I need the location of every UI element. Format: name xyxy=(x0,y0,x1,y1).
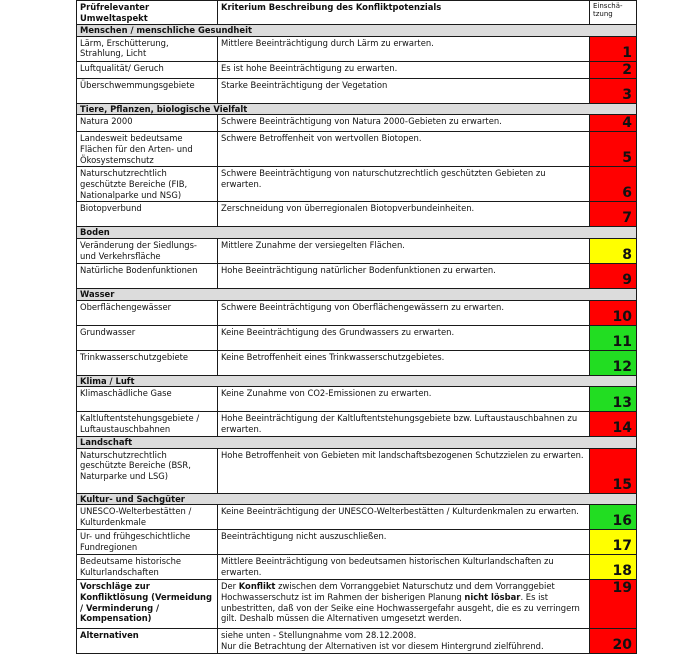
aspect-cell: Überschwemmungsgebiete xyxy=(77,78,218,103)
criterion-cell: Keine Beeinträchtigung der UNESCO-Welterbestätten / Kulturdenkmalen zu erwarten. xyxy=(218,505,590,530)
aspect-cell: UNESCO-Welterbestätten / Kulturdenkmale xyxy=(77,505,218,530)
score-cell: 11 xyxy=(590,325,637,350)
table-row xyxy=(77,61,637,78)
criterion-cell: Starke Beeinträchtigung der Vegetation xyxy=(218,78,590,103)
table-row xyxy=(77,36,637,61)
score-cell: 13 xyxy=(590,387,637,412)
header-criterion: Kriterium Beschreibung des Konfliktpotenzials xyxy=(218,1,590,25)
vorschlaege-text-bold-2: nicht lösbar xyxy=(464,591,521,602)
aspect-cell: Natürliche Bodenfunktionen xyxy=(77,263,218,288)
table-row xyxy=(77,530,637,555)
score-cell: 1 xyxy=(590,36,637,61)
table-row xyxy=(77,448,637,493)
table-row xyxy=(77,350,637,375)
category-title: Tiere, Pflanzen, biologische Vielfalt xyxy=(77,103,637,115)
vorschlaege-text-2: zwischen dem Vorranggebiet Naturschutz und dem Vorranggebiet Hochwasserschutz ist im Rahmen der bisherigen Planung xyxy=(221,581,555,602)
score-cell: 8 xyxy=(590,238,637,263)
score-cell: 9 xyxy=(590,263,637,288)
alternativen-line-2: Nur die Betrachtung der Alternativen ist vor diesem Hintergrund zielführend. xyxy=(221,640,544,651)
header-aspect: Prüfrelevanter Umweltaspekt xyxy=(77,1,218,25)
score-cell: 18 xyxy=(590,555,637,580)
aspect-cell: Naturschutzrechtlich geschützte Bereiche (FIB, Nationalparke und NSG) xyxy=(77,167,218,202)
assessment-table xyxy=(76,0,637,654)
score-cell: 12 xyxy=(590,350,637,375)
criterion-cell: Zerschneidung von überregionalen Biotopverbundeinheiten. xyxy=(218,202,590,227)
aspect-cell: Lärm, Erschütterung, Strahlung, Licht xyxy=(77,36,218,61)
alternativen-text xyxy=(218,629,590,653)
aspect-cell: Naturschutzrechtlich geschützte Bereiche (BSR, Naturparke und LSG) xyxy=(77,448,218,493)
alternativen-line-1: siehe unten - Stellungnahme vom 28.12.2008. xyxy=(221,630,417,641)
score-cell: 14 xyxy=(590,412,637,437)
category-title: Wasser xyxy=(77,288,637,300)
score-cell: 16 xyxy=(590,505,637,530)
category-row xyxy=(77,103,637,115)
category-title: Boden xyxy=(77,227,637,239)
table-row xyxy=(77,300,637,325)
alternativen-label: Alternativen xyxy=(77,629,218,653)
criterion-cell: Schwere Beeinträchtigung von Natura 2000-Gebieten zu erwarten. xyxy=(218,115,590,132)
criterion-cell: Mittlere Beeinträchtigung durch Lärm zu erwarten. xyxy=(218,36,590,61)
table-row xyxy=(77,132,637,167)
criterion-cell: Keine Zunahme von CO2-Emissionen zu erwarten. xyxy=(218,387,590,412)
criterion-cell: Schwere Betroffenheit von wertvollen Biotopen. xyxy=(218,132,590,167)
category-row xyxy=(77,288,637,300)
criterion-cell: Schwere Beeinträchtigung von naturschutzrechtlich geschützten Gebieten zu erwarten. xyxy=(218,167,590,202)
assessment-document xyxy=(76,0,636,654)
score-cell: 7 xyxy=(590,202,637,227)
header-score: Einschä-tzung xyxy=(590,1,637,25)
criterion-cell: Hohe Betroffenheit von Gebieten mit landschaftsbezogenen Schutzzielen zu erwarten. xyxy=(218,448,590,493)
aspect-cell: Natura 2000 xyxy=(77,115,218,132)
aspect-cell: Veränderung der Siedlungs- und Verkehrsfläche xyxy=(77,238,218,263)
aspect-cell: Trinkwasserschutzgebiete xyxy=(77,350,218,375)
category-row xyxy=(77,437,637,449)
vorschlaege-text-3: . Es ist unbestritten, daß von der Seike eine Hochwassergefahr ausgeht, die es zu verringern gilt. Deshalb müssen die Alternativen umgesetzt werden. xyxy=(221,591,580,624)
vorschlaege-text-1: Der xyxy=(221,581,239,592)
category-row xyxy=(77,375,637,387)
score-cell: 15 xyxy=(590,448,637,493)
category-title: Kultur- und Sachgüter xyxy=(77,493,637,505)
criterion-cell: Keine Beeinträchtigung des Grundwassers zu erwarten. xyxy=(218,325,590,350)
vorschlaege-score: 19 xyxy=(590,580,637,629)
criterion-cell: Schwere Beeinträchtigung von Oberflächengewässern zu erwarten. xyxy=(218,300,590,325)
vorschlaege-text-bold-1: Konflikt xyxy=(238,581,276,592)
score-cell: 6 xyxy=(590,167,637,202)
table-row xyxy=(77,325,637,350)
table-row xyxy=(77,115,637,132)
aspect-cell: Ur- und frühgeschichtliche Fundregionen xyxy=(77,530,218,555)
criterion-cell: Beeinträchtigung nicht auszuschließen. xyxy=(218,530,590,555)
table-row xyxy=(77,202,637,227)
aspect-cell: Grundwasser xyxy=(77,325,218,350)
table-row xyxy=(77,387,637,412)
score-cell: 10 xyxy=(590,300,637,325)
criterion-cell: Keine Betroffenheit eines Trinkwasserschutzgebietes. xyxy=(218,350,590,375)
table-body xyxy=(77,25,637,653)
criterion-cell: Mittlere Zunahme der versiegelten Flächen. xyxy=(218,238,590,263)
table-row xyxy=(77,167,637,202)
criterion-cell: Hohe Beeinträchtigung der Kaltluftentstehungsgebiete bzw. Luftaustauschbahnen zu erwarten. xyxy=(218,412,590,437)
criterion-cell: Es ist hohe Beeinträchtigung zu erwarten. xyxy=(218,61,590,78)
criterion-cell: Mittlere Beeinträchtigung von bedeutsamen historischen Kulturlandschaften zu erwarten. xyxy=(218,555,590,580)
table-row xyxy=(77,555,637,580)
category-title: Landschaft xyxy=(77,437,637,449)
category-title: Klima / Luft xyxy=(77,375,637,387)
table-row xyxy=(77,505,637,530)
aspect-cell: Oberflächengewässer xyxy=(77,300,218,325)
score-cell: 3 xyxy=(590,78,637,103)
vorschlaege-text xyxy=(218,580,590,629)
score-cell: 17 xyxy=(590,530,637,555)
table-row xyxy=(77,263,637,288)
alternativen-score: 20 xyxy=(590,629,637,653)
aspect-cell: Kaltluftentstehungsgebiete / Luftaustauschbahnen xyxy=(77,412,218,437)
table-row xyxy=(77,412,637,437)
table-row xyxy=(77,238,637,263)
table-row xyxy=(77,78,637,103)
score-cell: 4 xyxy=(590,115,637,132)
score-cell: 5 xyxy=(590,132,637,167)
category-row xyxy=(77,493,637,505)
aspect-cell: Luftqualität/ Geruch xyxy=(77,61,218,78)
aspect-cell: Biotopverbund xyxy=(77,202,218,227)
category-row xyxy=(77,227,637,239)
aspect-cell: Klimaschädliche Gase xyxy=(77,387,218,412)
table-header-row xyxy=(77,1,637,25)
aspect-cell: Bedeutsame historische Kulturlandschaften xyxy=(77,555,218,580)
category-row xyxy=(77,25,637,37)
vorschlaege-label: Vorschläge zur Konfliktlösung (Vermeidung / Verminderung / Kompensation) xyxy=(77,580,218,629)
vorschlaege-row xyxy=(77,580,637,629)
alternativen-row xyxy=(77,629,637,653)
criterion-cell: Hohe Beeinträchtigung natürlicher Bodenfunktionen zu erwarten. xyxy=(218,263,590,288)
aspect-cell: Landesweit bedeutsame Flächen für den Arten- und Ökosystemschutz xyxy=(77,132,218,167)
category-title: Menschen / menschliche Gesundheit xyxy=(77,25,637,37)
score-cell: 2 xyxy=(590,61,637,78)
